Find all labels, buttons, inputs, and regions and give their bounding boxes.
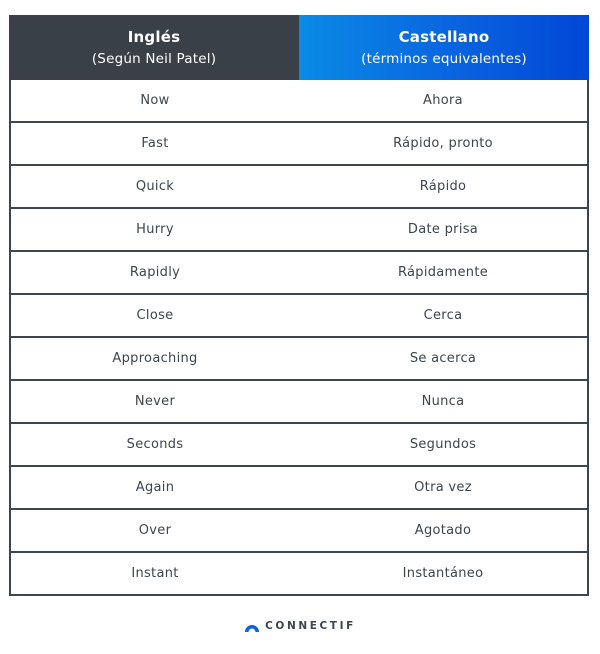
english-term: Again (135, 480, 175, 495)
english-term: Fast (141, 136, 169, 151)
english-term: Quick (135, 179, 175, 194)
english-term: Rapidly (129, 265, 181, 280)
header-english-title: Inglés (127, 27, 181, 46)
header-spanish-subtitle: (términos equivalentes) (361, 50, 527, 67)
spanish-term: Cerca (423, 308, 463, 323)
table-row (11, 250, 587, 293)
english-term: Instant (131, 566, 179, 581)
table-row (11, 508, 587, 551)
spanish-term: Nunca (421, 394, 465, 409)
brand-name: CONNECTIF (265, 620, 356, 632)
spanish-term: Se acerca (409, 351, 477, 366)
table-row (11, 207, 587, 250)
header-english (9, 15, 299, 80)
spanish-term: Date prisa (407, 222, 479, 237)
table-row (11, 551, 587, 594)
english-term: Approaching (112, 351, 198, 366)
spanish-term: Segundos (409, 437, 477, 452)
english-term: Now (140, 93, 170, 108)
english-term: Close (136, 308, 174, 323)
table-row (11, 164, 587, 207)
spanish-term: Agotado (414, 523, 472, 538)
header-spanish (299, 15, 589, 80)
table-row (11, 336, 587, 379)
english-term: Hurry (136, 222, 174, 237)
connectif-arc-icon (244, 618, 260, 634)
header-spanish-title: Castellano (398, 27, 490, 46)
table-header (9, 15, 589, 80)
english-term: Never (134, 394, 176, 409)
header-english-subtitle: (Según Neil Patel) (91, 50, 217, 67)
spanish-term: Ahora (423, 93, 463, 108)
table-row (11, 293, 587, 336)
table-row (11, 465, 587, 508)
english-term: Over (138, 523, 172, 538)
spanish-term: Instantáneo (402, 566, 484, 581)
spanish-term: Rápido (419, 179, 467, 194)
table-body (9, 80, 589, 596)
table-row (11, 422, 587, 465)
table-row (11, 80, 587, 121)
translation-table (9, 15, 589, 596)
spanish-term: Rápido, pronto (393, 136, 493, 151)
table-row (11, 121, 587, 164)
spanish-term: Rápidamente (397, 265, 489, 280)
table-row (11, 379, 587, 422)
spanish-term: Otra vez (414, 480, 472, 495)
english-term: Seconds (126, 437, 184, 452)
brand-logo (0, 618, 600, 634)
